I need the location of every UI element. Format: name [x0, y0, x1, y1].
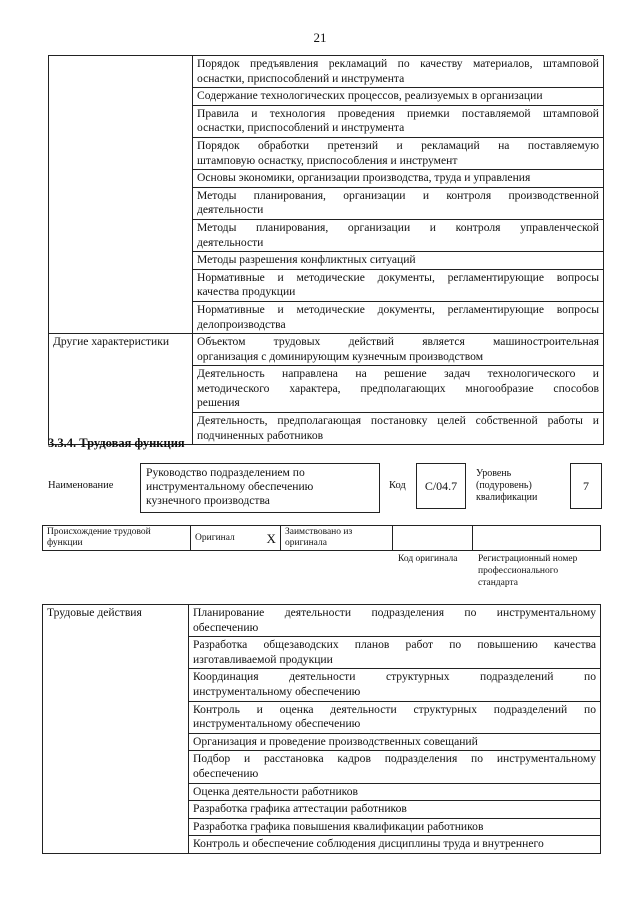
cell-line: Планирование деятельности подразделения по инструментальному — [193, 606, 596, 619]
row-content — [189, 605, 601, 637]
cell-line: Порядок предъявления рекламаций по качеству материалов, штамповой — [197, 57, 599, 70]
row-content — [193, 88, 604, 106]
function-name-line: Руководство подразделением по — [146, 466, 305, 479]
original-mark: X — [263, 526, 281, 551]
function-name-box — [140, 463, 380, 513]
row-content — [193, 137, 604, 169]
cell-line: деятельности — [197, 235, 264, 249]
cell-line: Объектом трудовых действий является машиностроительная — [197, 335, 599, 349]
cell-line: Нормативные и методические документы, регламентирующие вопросы — [197, 302, 599, 316]
cell-line: Разработка графика аттестации работников — [193, 802, 407, 816]
reg-caption-line: стандарта — [478, 578, 518, 588]
row-content — [193, 219, 604, 251]
cell-line: Разработка графика повышения квалификации работников — [193, 819, 484, 833]
table-row — [49, 334, 604, 366]
level-value-box — [570, 463, 602, 509]
row-content — [189, 818, 601, 836]
cell-line: деятельности — [197, 203, 264, 217]
level-label-line: квалификации — [476, 492, 538, 503]
cell-line: обеспечению — [193, 620, 259, 634]
cell-line: Организация и проведение производственных совещаний — [193, 734, 478, 748]
cell-line: инструментальному обеспечению — [193, 717, 361, 731]
row-content — [189, 836, 601, 854]
cell-line: качества продукции — [197, 285, 296, 299]
cell-line: Оценка деятельности работников — [193, 784, 358, 798]
cell-line: инструментальному обеспечению — [193, 684, 361, 698]
row-content — [193, 334, 604, 366]
cell-line: Контроль и оценка деятельности структурных подразделений по — [193, 702, 596, 716]
origin-label-line: Происхождение трудовой — [47, 527, 151, 537]
reg-caption — [478, 553, 577, 589]
function-name-line: инструментальному обеспечению — [146, 480, 314, 493]
cell-line: обеспечению — [193, 766, 259, 780]
cell-line: Правила и технология проведения приемки поставляемой штамповой — [197, 106, 599, 120]
level-value: 7 — [583, 478, 589, 493]
row-content — [193, 269, 604, 301]
function-name-line: кузнечного производства — [146, 494, 270, 507]
borrowed-label-line: оригинала — [285, 538, 327, 548]
row-content — [189, 801, 601, 819]
knowledge-table — [48, 55, 604, 445]
cell-line: Подбор и расстановка кадров подразделения по инструментальному — [193, 752, 596, 766]
cell-line: Порядок обработки претензий и рекламаций на поставляемую — [197, 138, 599, 152]
cell-line: изготавливаемой продукции — [193, 652, 333, 666]
row-label — [49, 56, 193, 334]
row-content — [193, 366, 604, 413]
cell-line: оснастки, приспособлений и инструмента — [197, 71, 405, 85]
cell-line: штамповую оснастку, приспособления и инструмент — [197, 153, 458, 167]
row-content — [193, 187, 604, 219]
code-label: Код — [389, 480, 406, 491]
level-label-line: (подуровень) — [476, 480, 532, 491]
cell-line: Методы планирования, организации и контроля управленческой — [197, 220, 599, 234]
original-code-cell — [393, 526, 473, 551]
level-label-line: Уровень — [476, 468, 512, 479]
cell-line: Координация деятельности структурных подразделений по — [193, 670, 596, 684]
table-row — [49, 56, 604, 88]
row-content — [189, 751, 601, 783]
cell-line: Методы планирования, организации и контроля производственной — [197, 188, 599, 202]
row-content — [193, 252, 604, 270]
row-content — [193, 413, 604, 445]
cell-line: методического характера, предполагающих многообразие способов — [197, 381, 599, 395]
cell-line: Содержание технологических процессов, реализуемых в организации — [197, 89, 543, 103]
row-content — [189, 701, 601, 733]
row-content — [193, 170, 604, 188]
row-label: Другие характеристики — [49, 334, 193, 445]
row-content — [189, 783, 601, 801]
cell-line: Контроль и обеспечение соблюдения дисциплины труда и внутреннего — [193, 837, 544, 851]
borrowed-label — [281, 526, 393, 551]
cell-line: Основы экономики, организации производства, труда и управления — [197, 171, 531, 185]
origin-label-line: функции — [47, 538, 83, 548]
row-content — [189, 669, 601, 701]
row-content — [193, 301, 604, 333]
reg-caption-line: Регистрационный номер — [478, 554, 578, 564]
labor-actions-table — [42, 604, 601, 854]
table-row — [43, 605, 601, 637]
reg-number-cell — [473, 526, 601, 551]
row-content — [189, 733, 601, 751]
row-content — [193, 56, 604, 88]
level-label — [476, 468, 537, 504]
cell-line: решения — [197, 396, 240, 410]
cell-line: организация с доминирующим кузнечным производством — [197, 349, 484, 363]
borrowed-label-line: Заимствовано из — [285, 527, 353, 537]
cell-line: Деятельность, предполагающая постановку целей собственной работы и — [197, 414, 599, 428]
section-heading: 3.3.4. Трудовая функция — [48, 436, 185, 450]
original-label: Оригинал — [191, 526, 263, 551]
origin-label — [43, 526, 191, 551]
cell-line: Разработка общезаводских планов работ по повышению качества — [193, 638, 596, 652]
page-number: 21 — [313, 30, 327, 45]
cell-line: Деятельность направлена на решение задач технологического и — [197, 367, 599, 381]
cell-line: делопроизводства — [197, 317, 286, 331]
name-label: Наименование — [48, 480, 114, 491]
origin-table — [42, 525, 601, 551]
cell-line: Нормативные и методические документы, регламентирующие вопросы — [197, 270, 599, 284]
function-code-value: C/04.7 — [424, 478, 458, 493]
cell-line: подчиненных работников — [197, 428, 324, 442]
function-code-box — [416, 463, 466, 509]
row-content — [193, 105, 604, 137]
cell-line: оснастки, приспособлений и инструмента — [197, 121, 405, 135]
code-caption: Код оригинала — [398, 554, 458, 564]
row-label: Трудовые действия — [43, 605, 189, 854]
cell-line: Методы разрешения конфликтных ситуаций — [197, 253, 416, 267]
reg-caption-line: профессионального — [478, 566, 559, 576]
row-content — [189, 637, 601, 669]
